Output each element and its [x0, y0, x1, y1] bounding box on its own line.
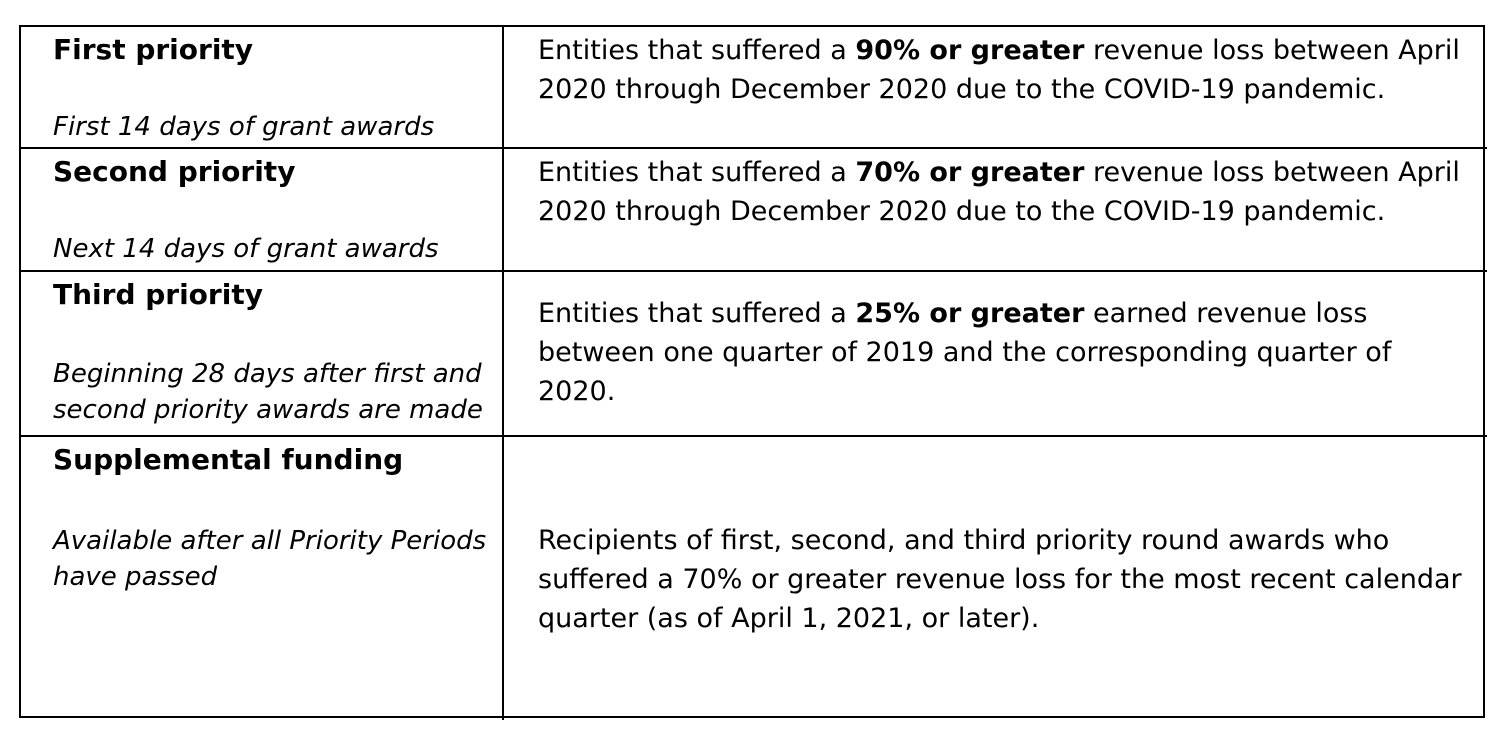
priority-title: First priority — [53, 33, 254, 66]
description-cell-second — [504, 149, 1487, 272]
description-bold: 70% or greater — [855, 157, 1085, 188]
description-post: revenue loss between April 2020 through December 2020 due to the COVID-19 pandemic. — [538, 35, 1460, 105]
priority-title: Second priority — [53, 155, 296, 188]
description-text — [538, 294, 1467, 411]
description-bold: 90% or greater — [855, 35, 1085, 66]
priority-subtitle: Available after all Priority Periods have passed — [53, 526, 487, 592]
priority-subtitle: Beginning 28 days after first and second priority awards are made — [53, 359, 483, 425]
priority-cell-second — [21, 149, 504, 272]
description-pre: Entities that suffered a — [538, 35, 856, 66]
description-text — [538, 31, 1467, 109]
description-pre: Recipients of first, second, and third priority round awards who suffered a 70% or greater revenue loss for the most recent calendar quarter (as of April 1, 2021, or later). — [538, 525, 1462, 634]
priority-title: Third priority — [53, 278, 263, 311]
priority-subtitle: Next 14 days of grant awards — [53, 234, 439, 264]
priority-cell-first — [21, 27, 504, 149]
description-cell-supplemental — [504, 437, 1487, 720]
priority-table — [19, 25, 1485, 718]
description-cell-third — [504, 272, 1487, 437]
priority-cell-supplemental — [21, 437, 504, 720]
description-post: revenue loss between April 2020 through December 2020 due to the COVID-19 pandemic. — [538, 157, 1460, 227]
description-pre: Entities that suffered a — [538, 298, 856, 329]
priority-subtitle: First 14 days of grant awards — [53, 112, 435, 142]
priority-title: Supplemental funding — [53, 443, 404, 476]
description-pre: Entities that suffered a — [538, 157, 856, 188]
description-bold: 25% or greater — [855, 298, 1085, 329]
description-text — [538, 521, 1467, 638]
description-post: earned revenue loss between one quarter of 2019 and the corresponding quarter of 2020. — [538, 298, 1392, 407]
priority-cell-third — [21, 272, 504, 437]
description-text — [538, 153, 1467, 231]
description-cell-first — [504, 27, 1487, 149]
